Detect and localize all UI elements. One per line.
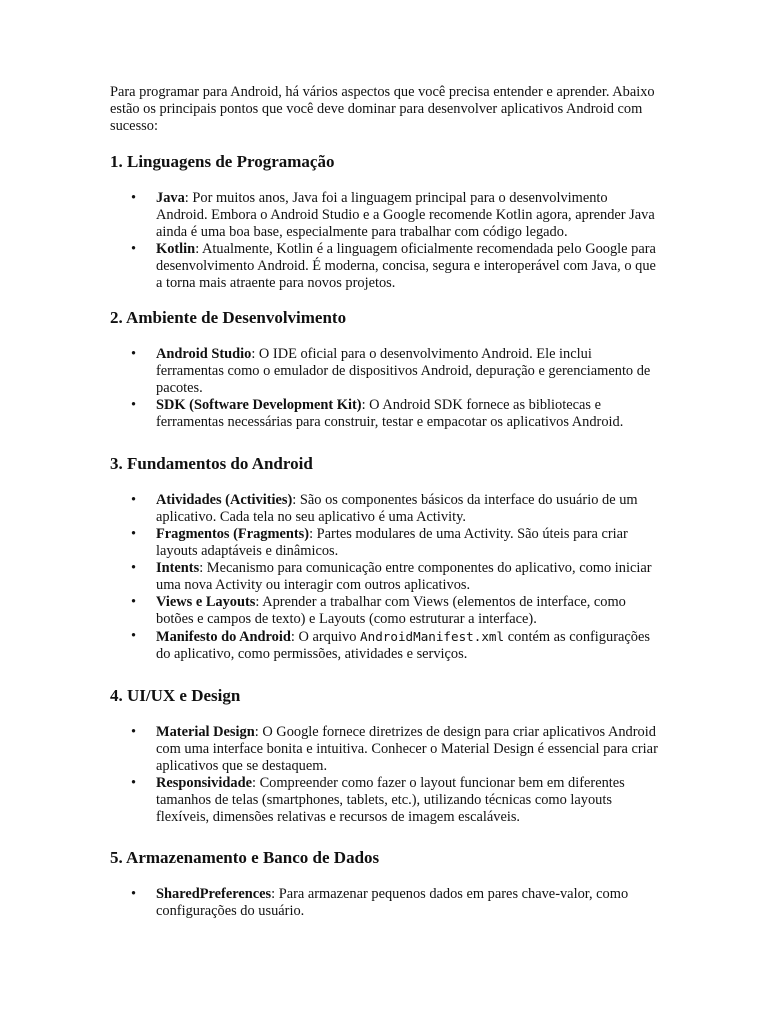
bullet-icon: •: [131, 886, 137, 902]
item-separator: :: [290, 629, 295, 645]
list-item: [110, 594, 660, 628]
item-separator: :: [271, 886, 276, 902]
item-description-continued: contém as configurações do aplicativo, como permissões, atividades e serviços.: [156, 629, 650, 662]
list-item: [110, 886, 660, 920]
item-separator: :: [254, 724, 259, 740]
item-description: Atualmente, Kotlin é a linguagem oficialmente recomendada pelo Google para desenvolvimento Android. É moderna, concisa, segura e interoperável com Java, o que a torna mais atraente para novos projetos.: [156, 241, 656, 291]
item-description: Partes modulares de uma Activity. São úteis para criar layouts adaptáveis e dinâmicos.: [156, 526, 628, 559]
list-item: [110, 190, 660, 241]
section-heading: 5. Armazenamento e Banco de Dados: [110, 848, 380, 867]
item-description: O arquivo: [294, 629, 361, 645]
item-term: Material Design: [156, 724, 255, 740]
list-item: [110, 724, 660, 775]
bullet-icon: •: [131, 397, 137, 413]
bullet-icon: •: [131, 724, 137, 740]
item-separator: :: [195, 241, 200, 257]
item-term: Manifesto do Android: [156, 629, 291, 645]
item-separator: :: [309, 526, 314, 542]
list-item: [110, 346, 660, 397]
section-heading: 2. Ambiente de Desenvolvimento: [110, 308, 347, 327]
item-term: Intents: [156, 560, 200, 576]
item-description: São os componentes básicos da interface do usuário de um aplicativo. Cada tela no seu aplicativo é uma Activity.: [156, 492, 638, 525]
item-term: Atividades (Activities): [156, 492, 293, 508]
item-description: Mecanismo para comunicação entre componentes do aplicativo, como iniciar uma nova Activity ou interagir com outros aplicativos.: [156, 560, 652, 593]
section-heading: 1. Linguagens de Programação: [110, 152, 335, 171]
bullet-icon: •: [131, 492, 137, 508]
bullet-icon: •: [131, 241, 137, 257]
item-separator: :: [292, 492, 297, 508]
item-term: Android Studio: [156, 346, 252, 362]
item-code: AndroidManifest.xml: [360, 629, 505, 644]
intro-paragraph: Para programar para Android, há vários aspectos que você precisa entender e aprender. Abaixo estão os principais pontos que você deve dominar para desenvolver aplicativos Android com sucesso:: [110, 84, 655, 134]
bullet-icon: •: [131, 775, 137, 791]
item-description: Aprender a trabalhar com Views (elementos de interface, como botões e campos de texto) e Layouts (como estruturar a interface).: [156, 594, 626, 627]
section-heading: 3. Fundamentos do Android: [110, 454, 313, 473]
bullet-list: [110, 886, 660, 920]
item-term: Views e Layouts: [156, 594, 256, 610]
bullet-list: [110, 492, 660, 663]
list-item: [110, 560, 660, 594]
item-separator: :: [251, 346, 256, 362]
item-description: O IDE oficial para o desenvolvimento Android. Ele inclui ferramentas como o emulador de dispositivos Android, depuração e gerenciamento de pacotes.: [156, 346, 651, 396]
item-description: Para armazenar pequenos dados em pares chave-valor, como configurações do usuário.: [156, 886, 629, 919]
item-description: O Google fornece diretrizes de design para criar aplicativos Android com uma interface bonita e intuitiva. Conhecer o Material Design é essencial para criar aplicativos que se destaquem.: [156, 724, 658, 774]
bullet-icon: •: [131, 628, 137, 644]
item-term: SharedPreferences: [156, 886, 272, 902]
list-item: [110, 397, 660, 431]
item-separator: :: [361, 397, 366, 413]
section-heading: 4. UI/UX e Design: [110, 686, 241, 705]
bullet-icon: •: [131, 190, 137, 206]
list-item: [110, 526, 660, 560]
bullet-list: [110, 190, 660, 292]
item-separator: :: [255, 594, 260, 610]
document-content: [110, 84, 660, 920]
list-item: [110, 775, 660, 826]
item-term: Kotlin: [156, 241, 196, 257]
item-separator: :: [199, 560, 204, 576]
bullet-list: [110, 346, 660, 431]
item-term: Responsividade: [156, 775, 252, 791]
item-separator: :: [184, 190, 189, 206]
item-term: SDK (Software Development Kit): [156, 397, 362, 413]
bullet-icon: •: [131, 560, 137, 576]
item-separator: :: [251, 775, 256, 791]
list-item: [110, 492, 660, 526]
bullet-icon: •: [131, 526, 137, 542]
bullet-list: [110, 724, 660, 826]
bullet-icon: •: [131, 346, 137, 362]
item-term: Fragmentos (Fragments): [156, 526, 310, 542]
bullet-icon: •: [131, 594, 137, 610]
list-item: [110, 241, 660, 292]
list-item: [110, 628, 660, 663]
item-description: Compreender como fazer o layout funcionar bem em diferentes tamanhos de telas (smartphones, tablets, etc.), utilizando técnicas como layouts flexíveis, dimensões relativas e recursos de imagem escaláveis.: [156, 775, 625, 825]
item-term: Java: [156, 190, 185, 206]
item-description: Por muitos anos, Java foi a linguagem principal para o desenvolvimento Android. Embora o Android Studio e a Google recomende Kotlin agora, aprender Java ainda é uma boa base, especialmente para trabalhar com código legado.: [156, 190, 655, 240]
sections-container: [110, 152, 660, 920]
item-description: O Android SDK fornece as bibliotecas e ferramentas necessárias para construir, testar e empacotar os aplicativos Android.: [156, 397, 624, 430]
